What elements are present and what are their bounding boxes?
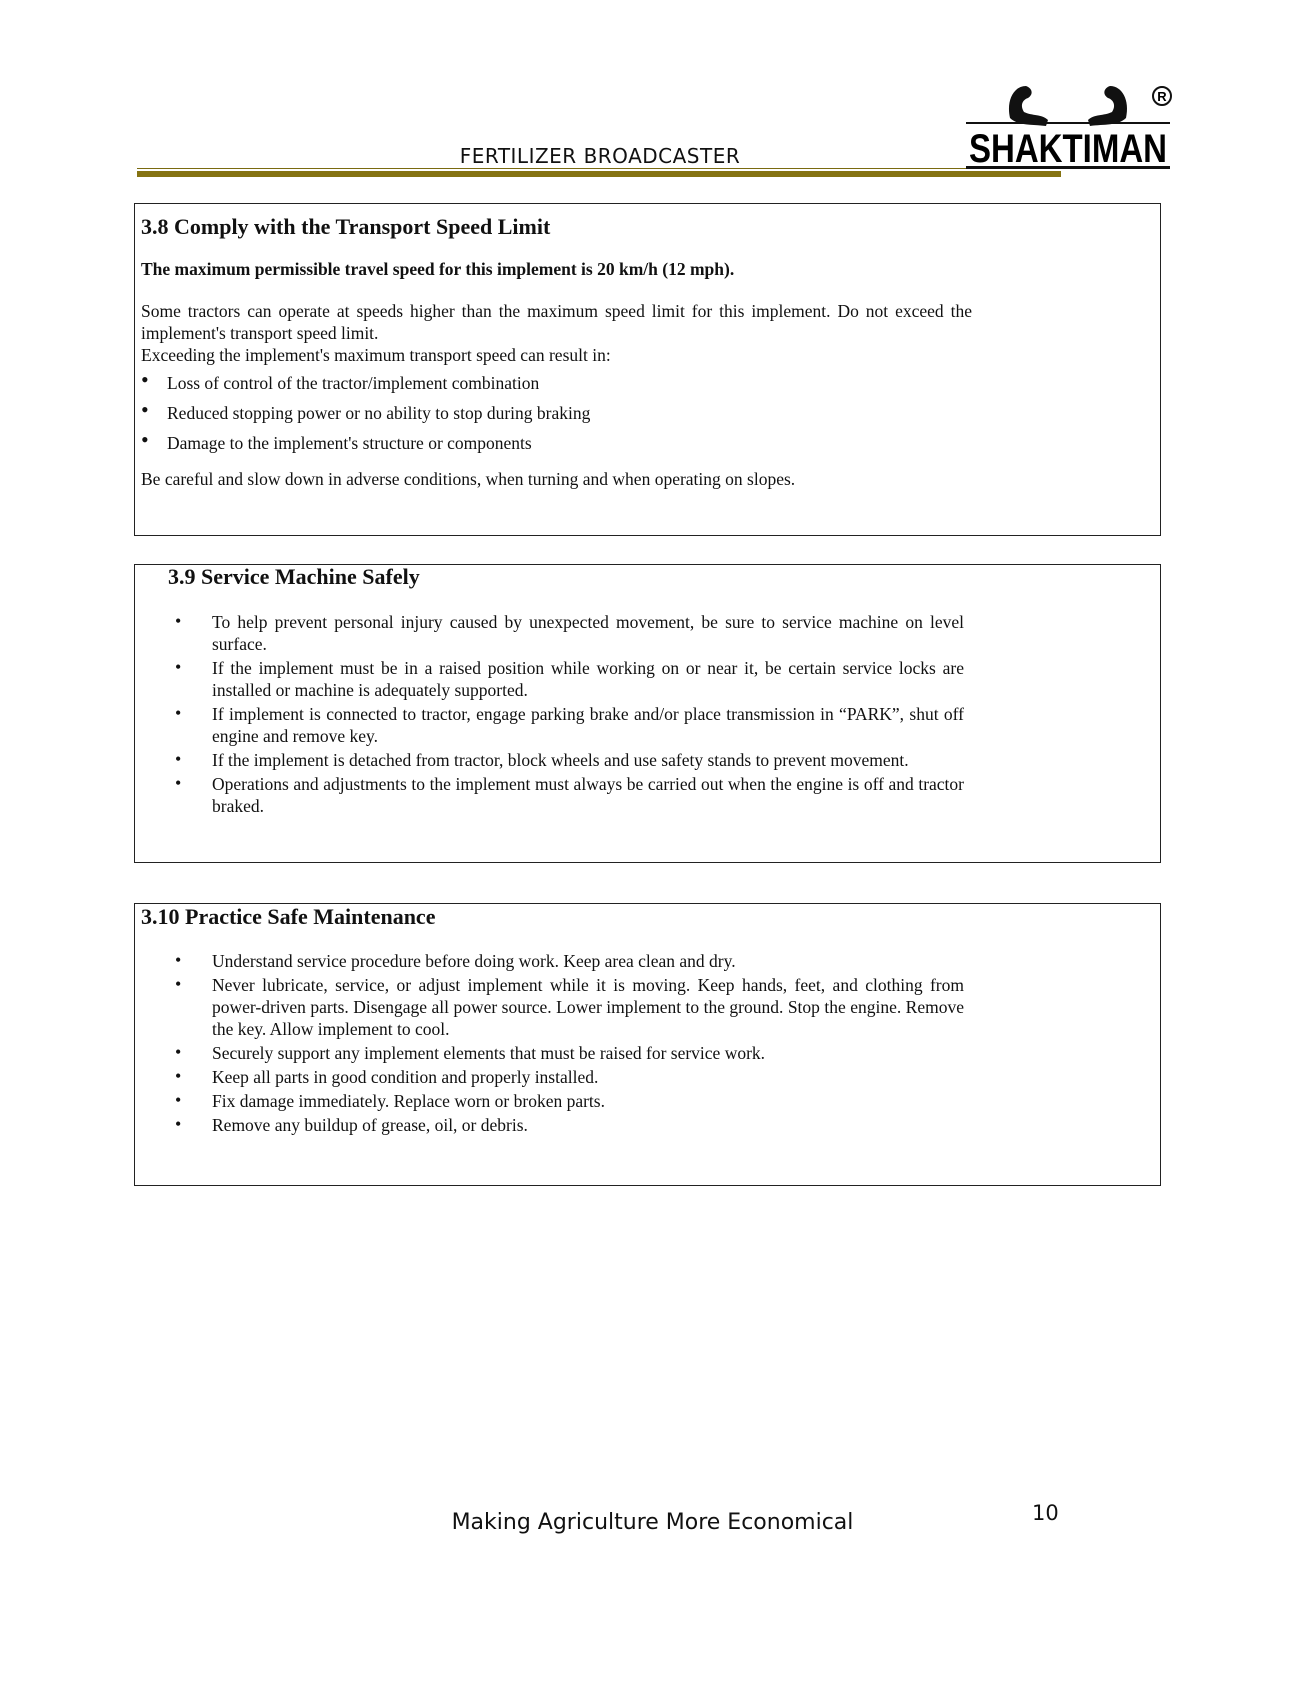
section-3-9 [134,564,1161,863]
list-item: • Keep all parts in good condition and properly installed. [135,1066,964,1088]
list-item: • Understand service procedure before doing work. Keep area clean and dry. [135,950,964,972]
service-list [135,611,964,817]
section-3-10 [134,903,1161,1186]
page-number: 10 [1032,1501,1059,1525]
svg-text:R: R [1157,89,1167,104]
section-3-8 [134,203,1161,536]
paragraph: Some tractors can operate at speeds higher than the maximum speed limit for this implement. Do not exceed the implement's transport speed limit. [141,301,972,343]
list-item: • If the implement is detached from tractor, block wheels and use safety stands to prevent movement. [135,749,964,771]
list-item: • If implement is connected to tractor, engage parking brake and/or place transmission in “PARK”, shut off engine and remove key. [135,703,964,747]
list-item: • Fix damage immediately. Replace worn or broken parts. [135,1090,964,1112]
list-item: • To help prevent personal injury caused by unexpected movement, be sure to service machine on level surface. [135,611,964,655]
maintenance-list [135,950,964,1136]
list-item: • Damage to the implement's structure or components [141,432,1152,454]
document-title: FERTILIZER BROADCASTER [459,144,741,168]
list-item: • Securely support any implement elements that must be raised for service work. [135,1042,964,1064]
list-item: • Operations and adjustments to the implement must always be carried out when the engine is off and tractor braked. [135,773,964,817]
header-rule-thin [137,168,1061,169]
header-rule [137,171,1061,177]
paragraph: Exceeding the implement's maximum transport speed can result in: [141,345,611,365]
list-item: • Never lubricate, service, or adjust implement while it is moving. Keep hands, feet, and clothing from power-driven parts. Disengage all power source. Lower implement to the ground. Stop the engine. Remove the key. Allow implement to cool. [135,974,964,1040]
section-heading: 3.9 Service Machine Safely [168,564,420,589]
list-item: • Remove any buildup of grease, oil, or debris. [135,1114,964,1136]
speed-limit-statement: The maximum permissible travel speed for this implement is 20 km/h (12 mph). [141,259,735,279]
section-heading: 3.8 Comply with the Transport Speed Limit [141,214,551,239]
consequence-list [141,372,1152,454]
list-item: • Loss of control of the tractor/implement combination [141,372,1152,394]
list-item: • If the implement must be in a raised position while working on or near it, be certain service locks are installed or machine is adequately supported. [135,657,964,701]
paragraph: Be careful and slow down in adverse conditions, when turning and when operating on slopes. [141,469,796,489]
svg-text:SHAKTIMAN: SHAKTIMAN [969,127,1167,171]
section-heading: 3.10 Practice Safe Maintenance [141,904,436,929]
shaktiman-logo [962,80,1174,172]
list-item: • Reduced stopping power or no ability to stop during braking [141,402,1152,424]
footer-tagline: Making Agriculture More Economical [451,1510,854,1535]
